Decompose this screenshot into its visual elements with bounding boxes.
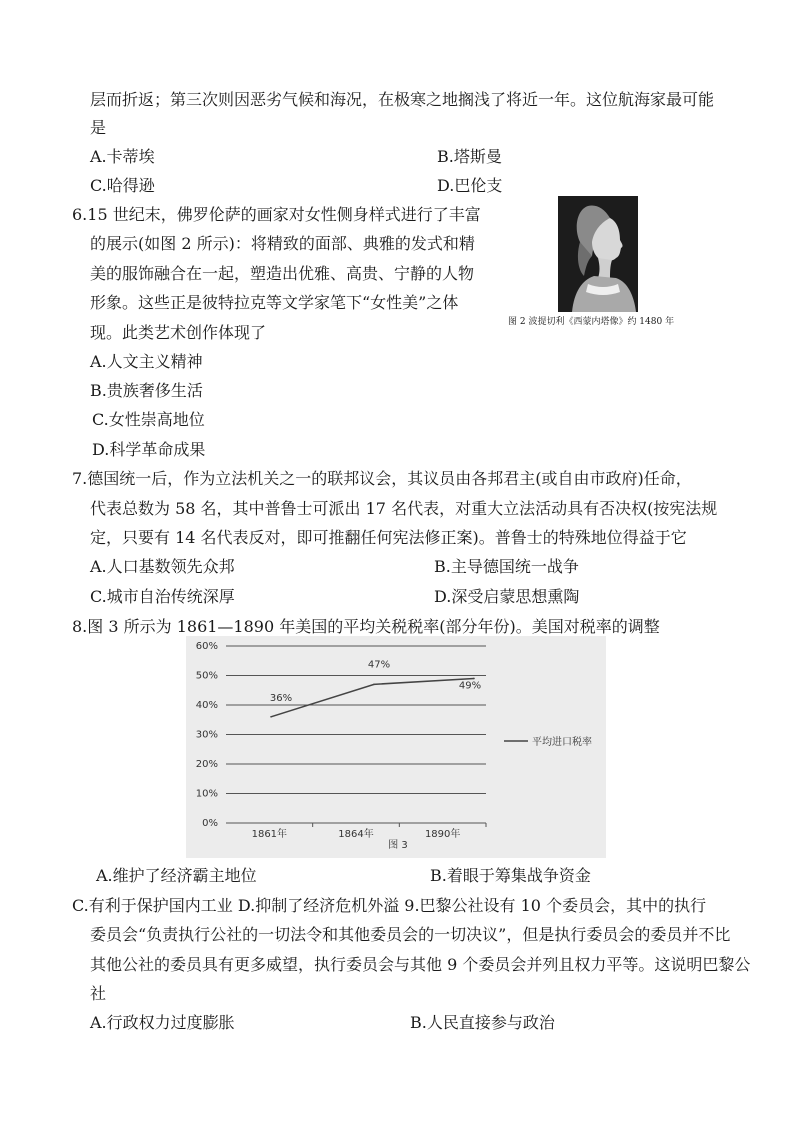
- q6-text-line: 6.15 世纪末，佛罗伦萨的画家对女性侧身样式进行了丰富: [72, 205, 481, 224]
- portrait-image: [558, 196, 638, 312]
- q7-option-d: D.深受启蒙思想熏陶: [434, 587, 580, 606]
- y-tick-label: 30%: [195, 729, 218, 741]
- portrait-figure: [558, 196, 638, 312]
- figure-2-caption: 图 2 波提切利《西蒙内塔像》约 1480 年: [508, 317, 675, 327]
- q6-text-line: 现。此类艺术创作体现了: [90, 323, 267, 342]
- q5-option-d: D.巴伦支: [437, 176, 503, 195]
- y-tick-label: 0%: [202, 818, 218, 829]
- q8-option-a: A.维护了经济霸主地位: [96, 866, 257, 885]
- x-tick-label: 1890年: [424, 829, 461, 840]
- q6-text-line: 的展示(如图 2 所示)：将精致的面部、典雅的发式和精: [90, 234, 475, 253]
- tariff-line-chart: [186, 636, 606, 858]
- data-label: 36%: [269, 692, 293, 704]
- q7-text-line: 7.德国统一后，作为立法机关之一的联邦议会，其议员由各邦君主(或自由市政府)任命，: [72, 469, 692, 488]
- q8-option-b: B.着眼于筹集战争资金: [430, 866, 591, 885]
- q7-text-line: 代表总数为 58 名，其中普鲁士可派出 17 名代表，对重大立法活动具有否决权(按宪法规: [90, 499, 718, 518]
- chart-svg: [186, 636, 606, 858]
- data-point: [473, 678, 475, 680]
- y-tick-label: 20%: [195, 759, 218, 770]
- q6-option-b: B.贵族奢侈生活: [90, 381, 203, 400]
- q6-text-line: 形象。这些正是彼特拉克等文学家笔下“女性美”之体: [90, 293, 459, 312]
- q7-option-b: B.主导德国统一战争: [434, 557, 579, 576]
- q5-text-line: 是: [90, 118, 107, 137]
- data-label: 47%: [367, 659, 391, 671]
- chart-caption: 图 3: [388, 840, 408, 851]
- data-label: 49%: [458, 680, 482, 692]
- q8-options-cd-q9-start: C.有利于保护国内工业 D.抑制了经济危机外溢 9.巴黎公社设有 10 个委员会，其中的执行: [72, 896, 707, 915]
- data-point: [373, 684, 375, 686]
- q7-option-a: A.人口基数领先众邦: [90, 557, 235, 576]
- q5-text-line: 层而折返；第三次则因恶劣气候和海况，在极寒之地搁浅了将近一年。这位航海家最可能: [90, 90, 715, 109]
- q6-option-a: A.人文主义精神: [90, 352, 203, 371]
- q7-option-c: C.城市自治传统深厚: [90, 587, 235, 606]
- x-tick-label: 1861年: [251, 829, 288, 840]
- q9-option-b: B.人民直接参与政治: [410, 1013, 555, 1032]
- q9-option-a: A.行政权力过度膨胀: [90, 1013, 235, 1032]
- q7-text-line: 定，只要有 14 名代表反对，即可推翻任何宪法修正案)。普鲁士的特殊地位得益于它: [90, 528, 687, 547]
- q5-option-c: C.哈得逊: [90, 176, 155, 195]
- y-tick-label: 60%: [195, 641, 218, 652]
- q5-option-a: A.卡蒂埃: [90, 147, 155, 166]
- q5-option-b: B.塔斯曼: [437, 147, 502, 166]
- y-tick-label: 50%: [195, 670, 218, 682]
- q6-option-c: C.女性崇高地位: [92, 410, 205, 429]
- q9-text-line: 社: [90, 984, 107, 1003]
- y-tick-label: 40%: [195, 700, 218, 711]
- q6-text-line: 美的服饰融合在一起，塑造出优雅、高贵、宁静的人物: [90, 264, 475, 283]
- q6-option-d: D.科学革命成果: [92, 440, 206, 459]
- x-tick-label: 1864年: [338, 829, 374, 840]
- q9-text-line: 其他公社的委员具有更多威望，执行委员会与其他 9 个委员会并列且权力平等。这说明巴黎公: [90, 955, 751, 974]
- y-tick-label: 10%: [195, 788, 218, 800]
- data-point: [270, 716, 272, 718]
- legend-label: 平均进口税率: [532, 737, 592, 748]
- q9-text-line: 委员会“负责执行公社的一切法令和其他委员会的一切决议”，但是执行委员会的委员并不比: [90, 925, 731, 944]
- q8-text: 8.图 3 所示为 1861—1890 年美国的平均关税税率(部分年份)。美国对税率的调整: [72, 617, 660, 636]
